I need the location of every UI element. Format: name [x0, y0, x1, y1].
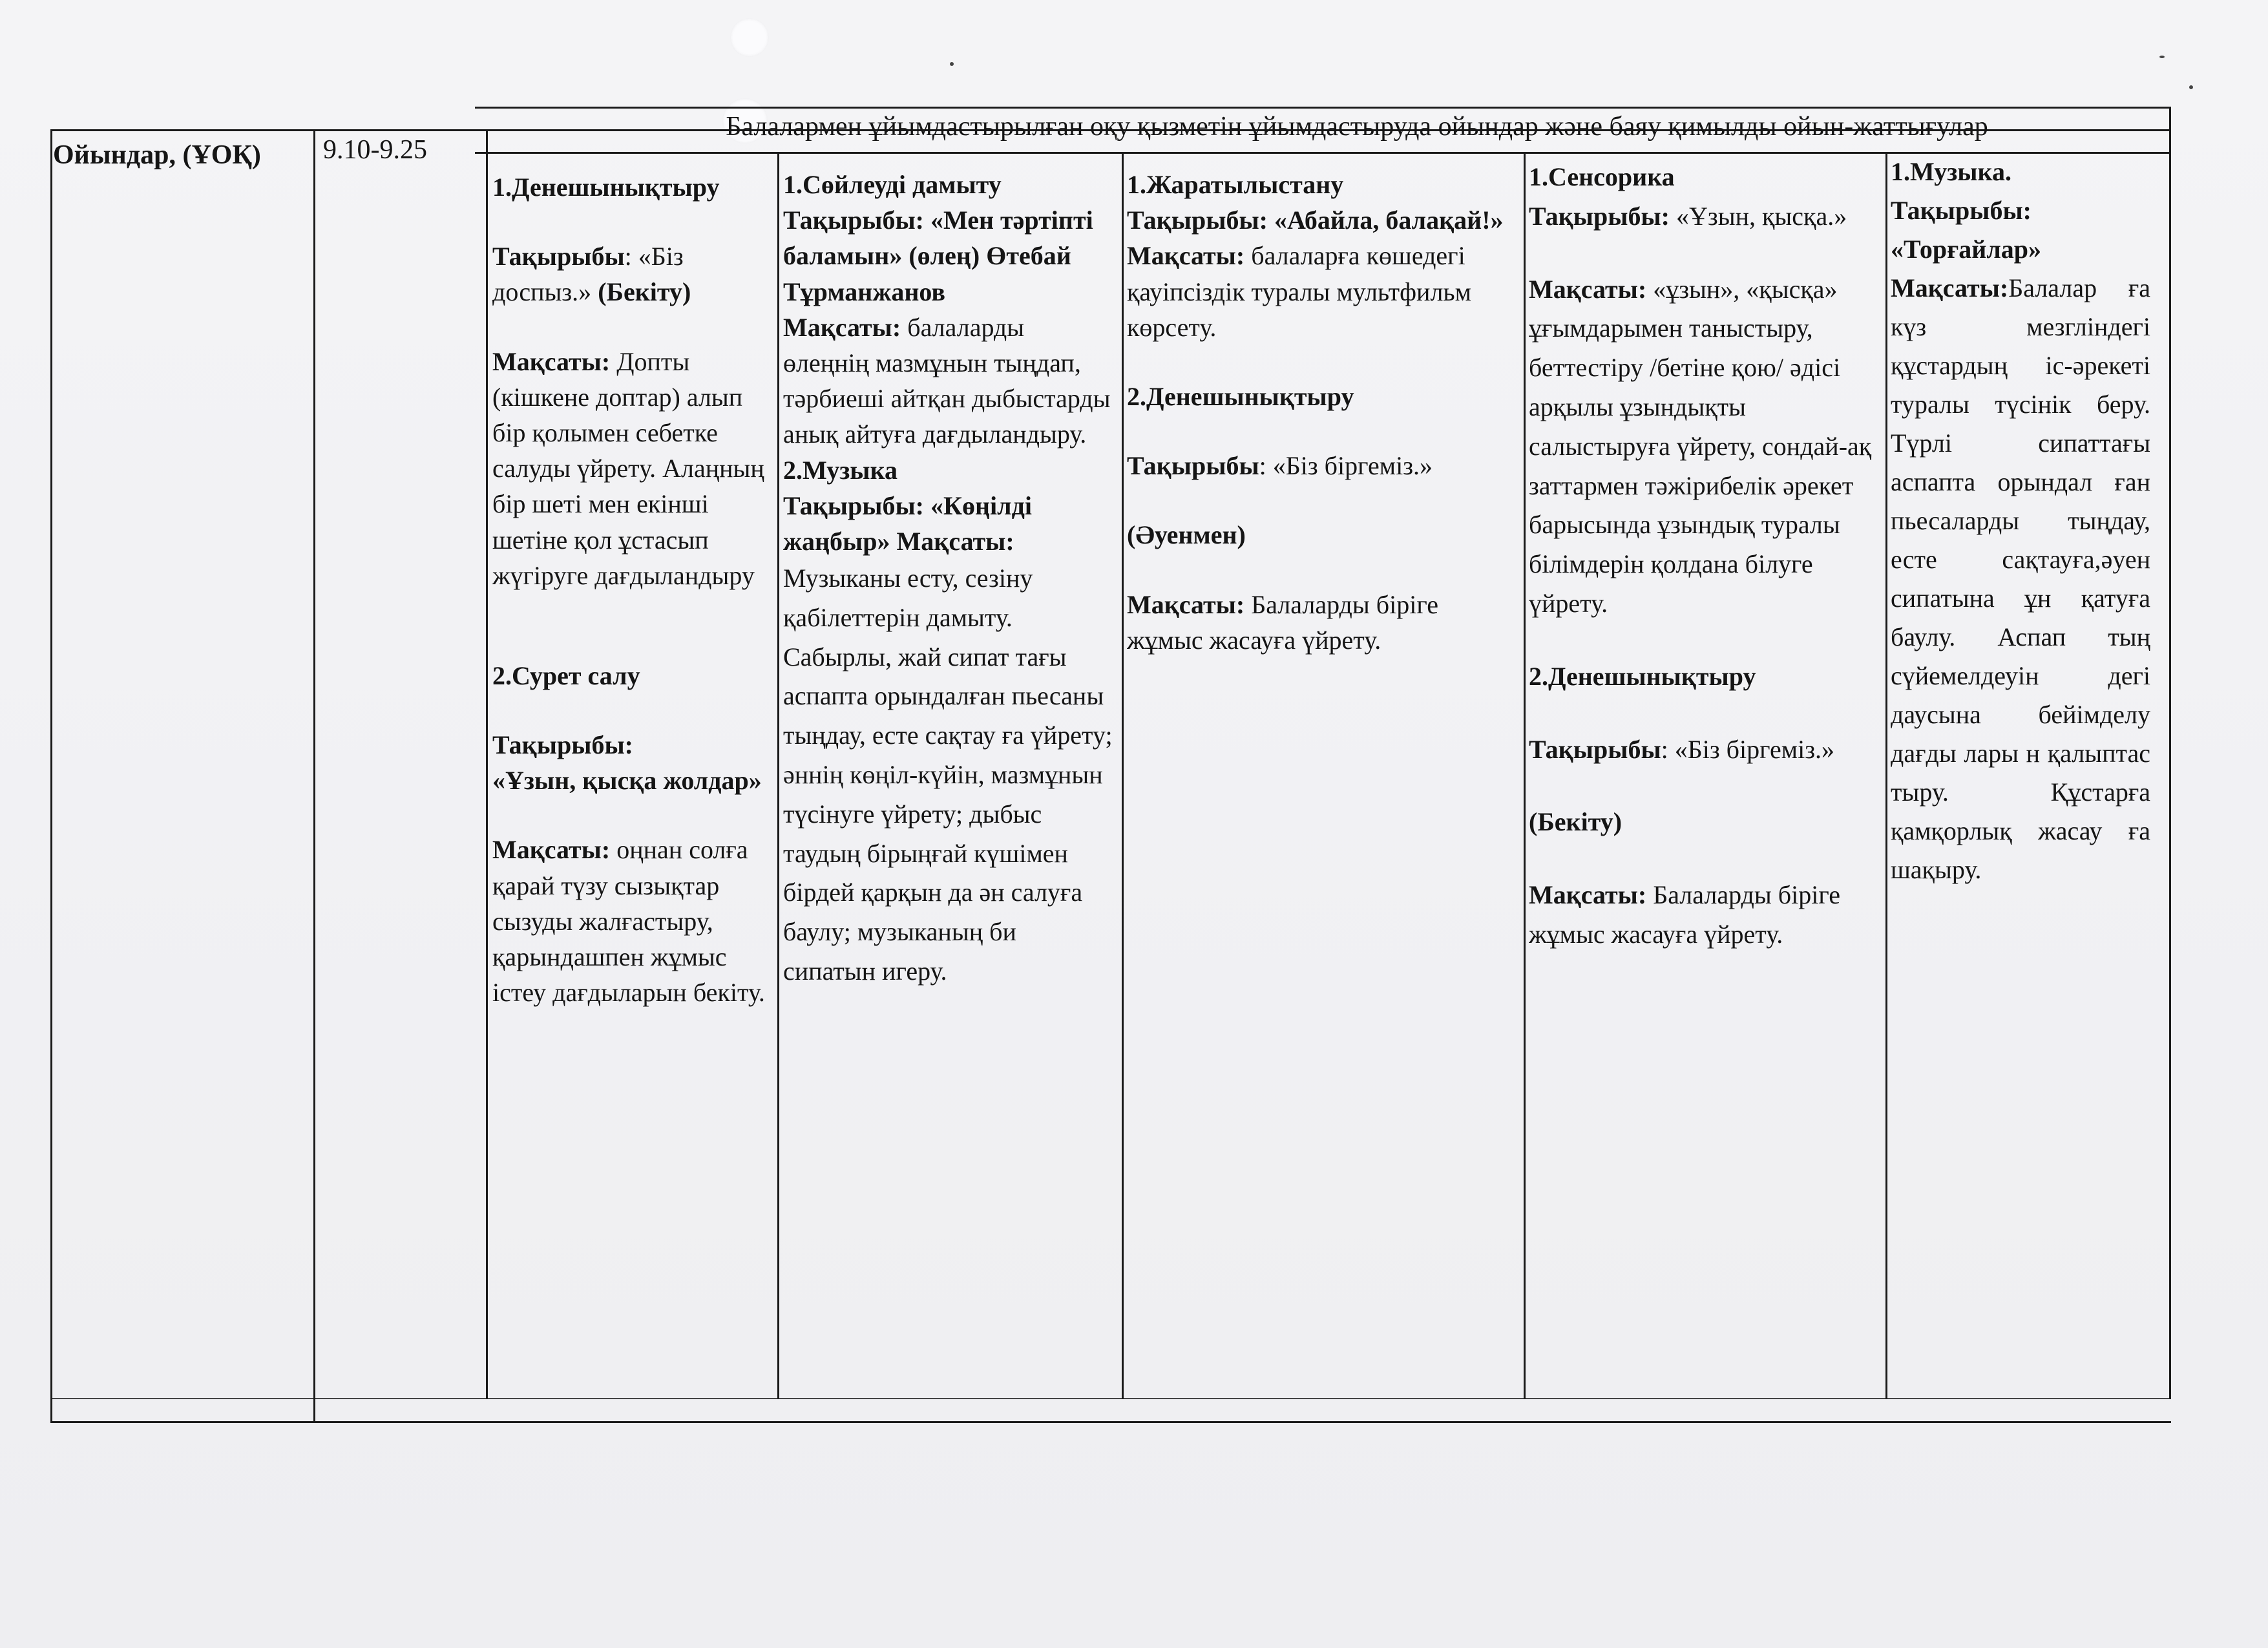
goal-text: Мақсаты: Допты (кішкене доптар) алып бір қолымен себетке салуды үйрету. Алаңның бір шеті мен екінші шетіне қол ұстасып жүгіруге дағдыландыру: [492, 346, 764, 590]
subject-title: 1.Жаратылыстану: [1127, 170, 1344, 199]
topic-title: Тақырыбы: «Абайла, балақай!»: [1127, 206, 1504, 235]
col-divider: [313, 129, 315, 1423]
subject-title: 1.Сөйлеуді дамыту: [783, 170, 1002, 199]
column-natural-science: [1127, 167, 1515, 658]
table-border-right: [2169, 107, 2171, 1399]
activity-header: Балалармен ұйымдастырылған оқу қызметін ұйымдастыруда ойындар және баяу қимылды ойын-жаттығулар: [726, 112, 1988, 142]
table-border-left: [50, 129, 52, 1423]
goal-text: Мақсаты: оңнан солға қарай түзу сызықтар сызуды жалғастыру, қарындашпен жұмыс істеу дағдыларын бекіту.: [492, 835, 765, 1008]
column-music: [1891, 153, 2150, 889]
topic-title: «Торғайлар»: [1891, 235, 2042, 264]
topic-title: Тақырыбы: «Көңілді жаңбыр» Мақсаты:: [783, 491, 1032, 556]
subject-title: 2.Сурет салу: [492, 660, 640, 690]
time-slot: 9.10-9.25: [323, 135, 427, 165]
section-label: Ойындар, (ҰОҚ): [53, 140, 261, 170]
topic-title: «Ұзын, қысқа жолдар»: [492, 766, 762, 796]
subject-title: 2.Музыка: [783, 455, 898, 485]
note: (Бекіту): [1529, 807, 1622, 837]
goal-text: Мақсаты: «ұзын», «қысқа» ұғымдарымен таныстыру, беттестіру /бетіне қою/ әдісі арқылы ұзындықты салыстыруға үйрету, сондай-ақ заттармен тәжірибелік әрекет барысында ұзындық туралы білімдерін қолдана білуге үйрету.: [1529, 274, 1872, 618]
col-divider: [1122, 153, 1124, 1399]
table-inner-bottom: [50, 1398, 2171, 1399]
col-divider: [1524, 153, 1526, 1399]
topic-line: Тақырыбы: «Ұзын, қысқа.»: [1529, 201, 1847, 231]
column-physical-education: [492, 169, 770, 1010]
topic-title: Тақырыбы: «Мен тәртіпті баламын» (өлең) Өтебай Тұрманжанов: [783, 206, 1093, 306]
topic-label: Тақырыбы:: [1891, 196, 2032, 225]
topic-label: Тақырыбы:: [492, 730, 633, 760]
col-divider: [1885, 153, 1887, 1399]
table-border-bottom: [50, 1421, 2171, 1423]
header-top-rule: [475, 107, 2171, 109]
topic-line: Тақырыбы: «Біз біргеміз.»: [1529, 734, 1834, 764]
goal-text: Мақсаты: Балаларды біріге жұмыс жасауға үйрету.: [1529, 880, 1840, 949]
column-speech-development: [783, 167, 1114, 991]
column-sensory: [1529, 158, 1878, 955]
goal-text: Мақсаты: Балаларды біріге жұмыс жасауға үйрету.: [1127, 589, 1438, 655]
subject-title: 2.Денешынықтыру: [1529, 661, 1756, 691]
col-divider: [777, 153, 779, 1399]
note: (Әуенмен): [1127, 520, 1246, 550]
goal-text: Мақсаты: балаларға көшедегі қауіпсіздік туралы мультфильм көрсету.: [1127, 241, 1471, 342]
col-divider: [486, 129, 488, 1399]
subject-title: 2.Денешынықтыру: [1127, 381, 1354, 411]
goal-text: Мақсаты:Балалар ға күз мезгліндегі құстардың іс-әрекеті туралы түсінік беру. Түрлі сипаттағы аспапта орындал ған пьесаларды тыңдау, есте сақтауға,әуен сипатына ұн қатуға баулу. Аспап тың сүйемелдеуін дегі даусына бейімделу дағды лары н қалыптас тыру. Құстарға қамқорлық жасау ға шақыру.: [1891, 273, 2150, 884]
goal-text: Мақсаты: балаларды өлеңнің мазмұнын тыңдап, тәрбиеші айтқан дыбыстарды анық айтуға дағдыландыру.: [783, 312, 1111, 449]
subject-title: 1.Музыка.: [1891, 157, 2011, 186]
topic-line: Тақырыбы: «Біз біргеміз.»: [1127, 451, 1433, 481]
goal-text: Музыканы есту, сезіну қабілеттерін дамыту. Сабырлы, жай сипат тағы аспапта орындалған пьесаны тыңдау, есте сақтау ға үйрету; әннің көңіл-күйін, мазмұнын түсінуге үйрету; дыбыс таудың бірыңғай күшімен бірдей қарқын да ән салуға баулу; музыканың би сипатын игеру.: [783, 564, 1113, 986]
subject-title: 1.Денешынықтыру: [492, 173, 720, 202]
subject-title: 1.Сенсорика: [1529, 162, 1675, 191]
topic-line: Тақырыбы: «Біз доспыз.» (Бекіту): [492, 242, 691, 307]
